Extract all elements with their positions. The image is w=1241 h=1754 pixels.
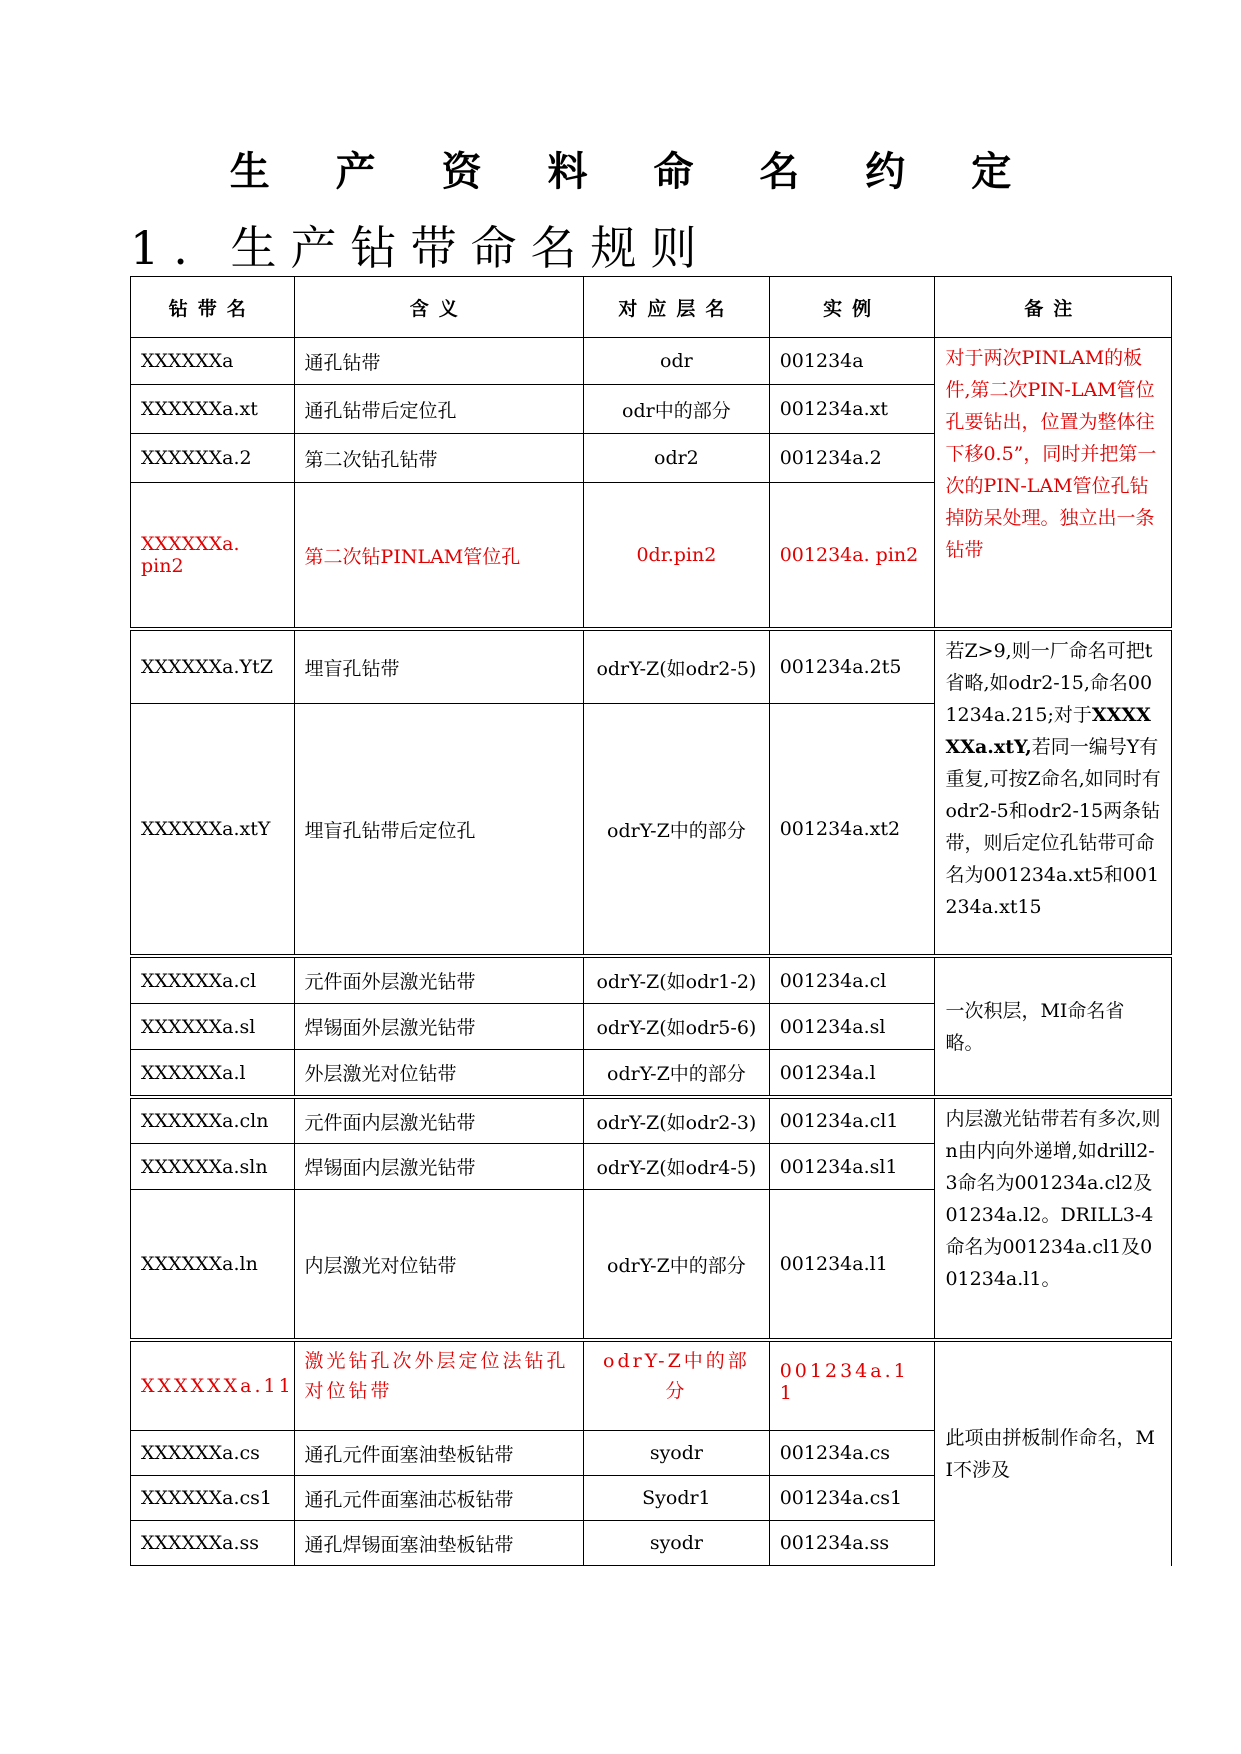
- meaning-cell: 内层激光对位钻带: [294, 1190, 584, 1341]
- example-cell: 001234a.cs1: [769, 1476, 935, 1521]
- layer-cell: odrY-Z(如odr5-6): [584, 1004, 770, 1050]
- example-cell: 001234a.cs: [769, 1431, 935, 1476]
- header-example: 实例: [769, 277, 935, 338]
- example-cell: 001234a.cl1: [769, 1097, 935, 1144]
- example-cell: 001234a.l1: [769, 1190, 935, 1341]
- table-row: [131, 1097, 1172, 1144]
- layer-cell: odrY-Z(如odr1-2): [584, 956, 770, 1004]
- drill-name-cell: XXXXXXa.cs: [131, 1431, 295, 1476]
- drill-name-cell: XXXXXXa.sl: [131, 1004, 295, 1050]
- layer-cell: odrY-Z中的部分: [584, 1340, 770, 1431]
- layer-cell: 0dr.pin2: [584, 483, 770, 630]
- example-cell: 001234a.2t5: [769, 629, 935, 704]
- meaning-cell: 通孔钻带: [294, 338, 584, 385]
- drill-name-cell: XXXXXXa.cs1: [131, 1476, 295, 1521]
- remark-text: 若Z>9,则一厂命名可把t省略,如odr2-15,命名001234a.215;对于: [945, 640, 1153, 726]
- example-cell: 001234a.1 1: [769, 1340, 935, 1431]
- layer-cell: odr2: [584, 434, 770, 483]
- layer-cell: odrY-Z(如odr4-5): [584, 1144, 770, 1190]
- layer-cell: odr中的部分: [584, 385, 770, 434]
- example-cell: 001234a.cl: [769, 956, 935, 1004]
- drill-name-cell: XXXXXXa.xtY: [131, 704, 295, 957]
- drill-name-cell: XXXXXXa.11: [131, 1340, 295, 1431]
- meaning-cell: 外层激光对位钻带: [294, 1050, 584, 1098]
- layer-cell: odrY-Z(如odr2-5): [584, 629, 770, 704]
- header-remarks: 备注: [935, 277, 1172, 338]
- document-title: 生 产 资 料 命 名 约 定: [229, 148, 1038, 195]
- header-layer-name: 对应层名: [584, 277, 770, 338]
- drill-name-cell: XXXXXXa: [131, 338, 295, 385]
- example-cell: 001234a.l: [769, 1050, 935, 1098]
- header-meaning: 含义: [294, 277, 584, 338]
- layer-cell: odrY-Z(如odr2-3): [584, 1097, 770, 1144]
- remark-text: 若同一编号Y有重复,可按Z命名,如同时有odr2-5和odr2-15两条钻带，则后定位孔钻带可命名为001234a.xt5和001234a.xt15: [945, 736, 1161, 918]
- meaning-cell: 激光钻孔次外层定位法钻孔对位钻带: [294, 1340, 584, 1431]
- remark-cell: 此项由拼板制作命名，MI不涉及: [935, 1340, 1172, 1566]
- drill-name-cell: XXXXXXa.cln: [131, 1097, 295, 1144]
- meaning-cell: 通孔钻带后定位孔: [294, 385, 584, 434]
- meaning-cell: 通孔焊锡面塞油垫板钻带: [294, 1521, 584, 1566]
- table-header-row: [131, 277, 1172, 338]
- meaning-cell: 元件面外层激光钻带: [294, 956, 584, 1004]
- table-row: [131, 629, 1172, 704]
- layer-cell: odrY-Z中的部分: [584, 704, 770, 957]
- example-cell: 001234a. pin2: [769, 483, 935, 630]
- drill-name-cell: XXXXXXa.xt: [131, 385, 295, 434]
- example-cell: 001234a.ss: [769, 1521, 935, 1566]
- table-row: [131, 956, 1172, 1004]
- layer-cell: Syodr1: [584, 1476, 770, 1521]
- layer-cell: odr: [584, 338, 770, 385]
- meaning-cell: 第二次钻PINLAM管位孔: [294, 483, 584, 630]
- header-drill-name: 钻带名: [131, 277, 295, 338]
- table-row: [131, 338, 1172, 385]
- example-cell: 001234a: [769, 338, 935, 385]
- drill-name-cell: XXXXXXa.l: [131, 1050, 295, 1098]
- example-cell: 001234a.sl: [769, 1004, 935, 1050]
- drill-name-cell: XXXXXXa.cl: [131, 956, 295, 1004]
- drill-name-cell: XXXXXXa.2: [131, 434, 295, 483]
- drill-name-cell: XXXXXXa.sln: [131, 1144, 295, 1190]
- naming-rules-table: [130, 276, 1172, 1566]
- meaning-cell: 第二次钻孔钻带: [294, 434, 584, 483]
- remark-cell: [935, 629, 1172, 956]
- drill-name-cell: XXXXXXa.ln: [131, 1190, 295, 1341]
- meaning-cell: 通孔元件面塞油垫板钻带: [294, 1431, 584, 1476]
- meaning-cell: 元件面内层激光钻带: [294, 1097, 584, 1144]
- meaning-cell: 埋盲孔钻带后定位孔: [294, 704, 584, 957]
- example-cell: 001234a.xt: [769, 385, 935, 434]
- meaning-cell: 焊锡面外层激光钻带: [294, 1004, 584, 1050]
- remark-cell: 内层激光钻带若有多次,则n由内向外递增,如drill2-3命名为001234a.cl2及01234a.l2。DRILL3-4命名为001234a.cl1及001234a.l1。: [935, 1097, 1172, 1340]
- remark-cell: 对于两次PINLAM的板件,第二次PIN-LAM管位孔要钻出，位置为整体往下移0.5”，同时并把第一次的PIN-LAM管位孔钻掉防呆处理。独立出一条钻带: [935, 338, 1172, 630]
- table-row: [131, 1340, 1172, 1431]
- example-cell: 001234a.sl1: [769, 1144, 935, 1190]
- layer-cell: syodr: [584, 1431, 770, 1476]
- layer-cell: odrY-Z中的部分: [584, 1190, 770, 1341]
- example-cell: 001234a.2: [769, 434, 935, 483]
- remark-cell: 一次积层，MI命名省略。: [935, 956, 1172, 1097]
- section-heading: 1. 生产钻带命名规则: [130, 221, 711, 275]
- layer-cell: odrY-Z中的部分: [584, 1050, 770, 1098]
- layer-cell: syodr: [584, 1521, 770, 1566]
- meaning-cell: 埋盲孔钻带: [294, 629, 584, 704]
- drill-name-cell: XXXXXXa.ss: [131, 1521, 295, 1566]
- drill-name-cell: XXXXXXa. pin2: [131, 483, 295, 630]
- meaning-cell: 通孔元件面塞油芯板钻带: [294, 1476, 584, 1521]
- drill-name-cell: XXXXXXa.YtZ: [131, 629, 295, 704]
- remark-emphasis: XXXXXXa.xtY,: [945, 704, 1151, 758]
- example-cell: 001234a.xt2: [769, 704, 935, 957]
- meaning-cell: 焊锡面内层激光钻带: [294, 1144, 584, 1190]
